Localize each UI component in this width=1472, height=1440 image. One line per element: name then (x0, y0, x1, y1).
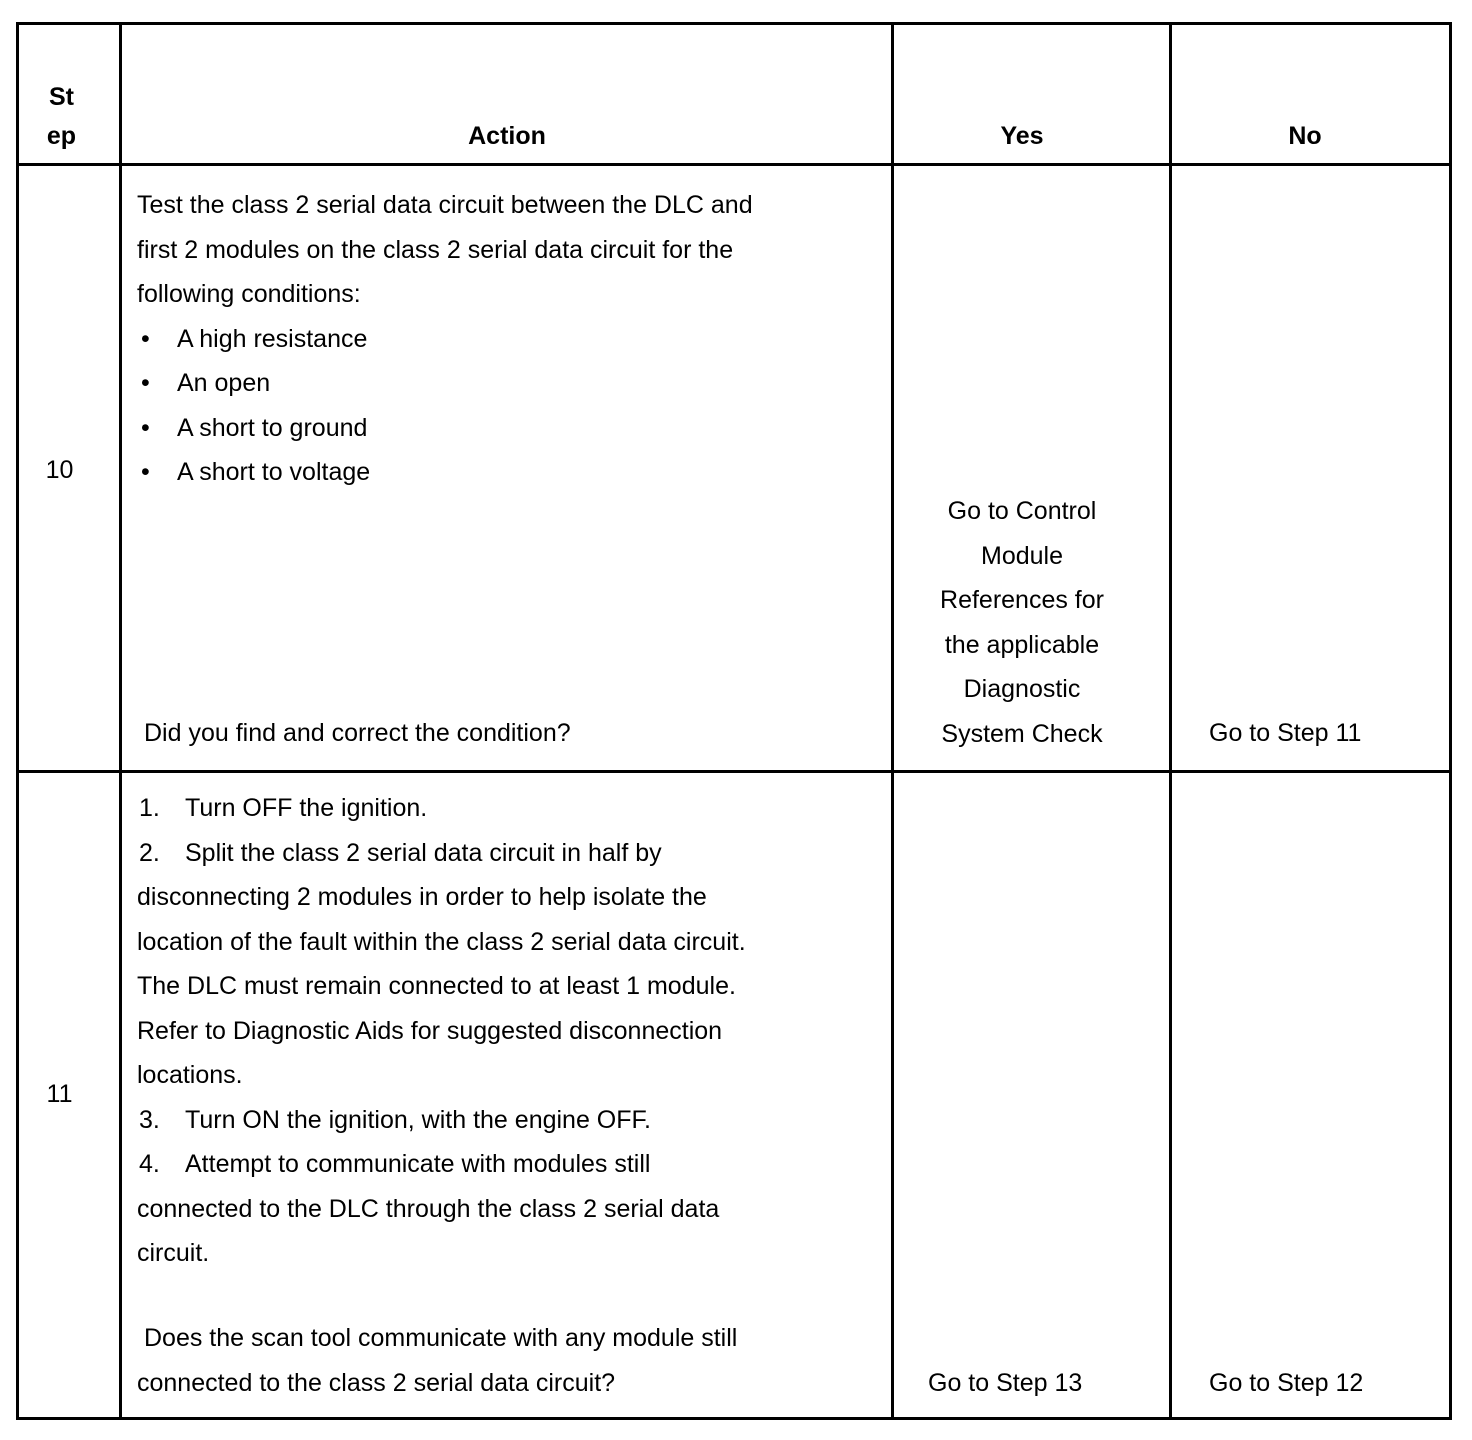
header-action: Action (468, 122, 546, 150)
step-number: 10 (45, 456, 74, 484)
action-line: The DLC must remain connected to at least 1 module. (137, 972, 736, 1000)
step-item-number: 2. (139, 838, 160, 867)
yes-line: Go to Control (947, 497, 1097, 525)
step-number: 11 (46, 1080, 73, 1108)
step-item-number: 3. (139, 1105, 160, 1134)
step-item-number: 1. (139, 794, 160, 822)
row-divider (19, 163, 1449, 166)
no-cell: Go to Step 11 (1209, 719, 1362, 747)
row-divider (19, 770, 1449, 773)
column-divider (1169, 25, 1172, 1417)
step-item-text: Split the class 2 serial data circuit in half by (185, 838, 662, 867)
action-text (137, 183, 753, 495)
yes-cell (892, 489, 1152, 756)
yes-cell: Go to Step 13 (928, 1369, 1083, 1397)
action-line: following conditions: (137, 280, 361, 308)
yes-line: Module (981, 541, 1063, 570)
action-line: Refer to Diagnostic Aids for suggested disconnection (137, 1016, 723, 1045)
yes-line: the applicable (944, 630, 1100, 659)
action-line: connected to the DLC through the class 2 serial data (137, 1194, 720, 1223)
yes-line: Diagnostic (963, 675, 1081, 703)
header-no: No (1288, 122, 1322, 150)
header-step-line1: St (49, 83, 74, 111)
step-item-text: Turn OFF the ignition. (185, 794, 428, 822)
header-step-line2: ep (46, 122, 77, 150)
action-line: circuit. (137, 1239, 210, 1267)
bullet-marker: • (141, 458, 150, 486)
bullet-item (137, 361, 753, 406)
header-yes: Yes (1000, 122, 1044, 150)
action-text (137, 786, 746, 1276)
action-line: disconnecting 2 modules in order to help isolate the (137, 883, 707, 911)
action-line (137, 1142, 746, 1187)
action-line (137, 831, 746, 876)
bullet-item (137, 406, 753, 451)
action-line (137, 786, 746, 831)
bullet-item (137, 450, 753, 495)
header-step (19, 78, 104, 156)
no-cell: Go to Step 12 (1209, 1369, 1364, 1397)
yes-line: References for (940, 586, 1104, 614)
step-item-text: Attempt to communicate with modules still (185, 1150, 651, 1178)
question-text (137, 1316, 737, 1405)
column-divider (119, 25, 122, 1417)
bullet-text: A short to ground (177, 413, 368, 442)
action-line: locations. (137, 1061, 243, 1089)
yes-line: System Check (941, 719, 1103, 748)
bullet-marker: • (141, 369, 150, 397)
action-line: location of the fault within the class 2 serial data circuit. (137, 927, 746, 956)
bullet-text: A high resistance (177, 324, 368, 353)
step-item-text: Turn ON the ignition, with the engine OFF. (185, 1105, 651, 1134)
question-line: Does the scan tool communicate with any module still (144, 1324, 738, 1352)
bullet-item (137, 317, 753, 362)
bullet-marker: • (141, 413, 150, 442)
question-text: Did you find and correct the condition? (144, 719, 571, 747)
bullet-text: A short to voltage (177, 458, 371, 486)
bullet-text: An open (177, 369, 271, 397)
action-line (137, 1098, 746, 1143)
step-item-number: 4. (139, 1150, 160, 1178)
action-line: Test the class 2 serial data circuit between the DLC and (137, 191, 753, 219)
action-line: first 2 modules on the class 2 serial data circuit for the (137, 235, 734, 264)
bullet-marker: • (141, 324, 150, 353)
question-line: connected to the class 2 serial data circuit? (137, 1368, 616, 1397)
